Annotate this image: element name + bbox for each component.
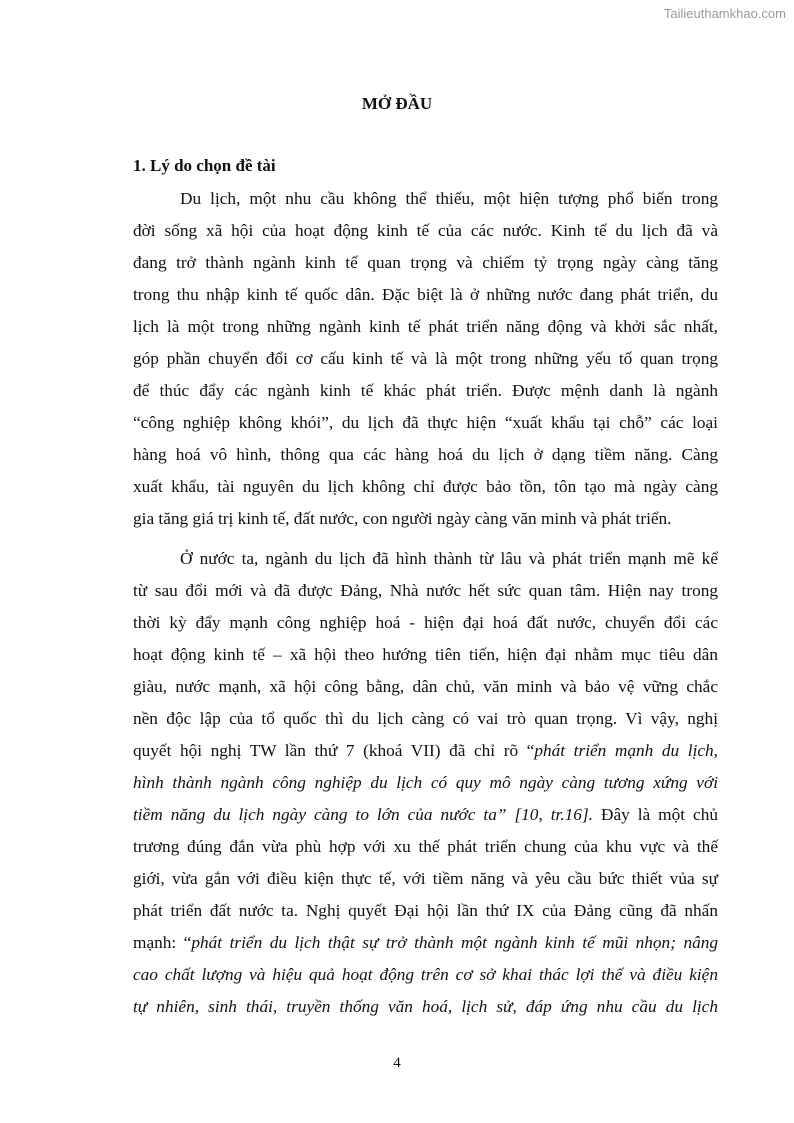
text-line: từ sau đổi mới và đã được Đảng, Nhà nước hết sức quan tâm. Hiện nay trong bbox=[133, 581, 718, 600]
quote-run: tiềm năng du lịch ngày càng to lớn của nước ta” [10, tr.16]. bbox=[133, 805, 593, 824]
quote-line: hình thành ngành công nghiệp du lịch có quy mô ngày càng tương xứng với bbox=[133, 773, 718, 792]
text-line: giới, vừa gắn với điều kiện thực tế, với tiềm năng và yêu cầu bức thiết vủa sự bbox=[133, 869, 718, 888]
page-title: MỞ ĐẦU bbox=[361, 94, 433, 113]
text-line: nền độc lập của tổ quốc thì du lịch càng có vai trò quan trọng. Vì vậy, nghị bbox=[133, 709, 718, 728]
quote-run: phát triển du lịch thật sự trở thành một ngành kinh tế mũi nhọn; nâng bbox=[191, 933, 719, 952]
text-line bbox=[133, 805, 718, 825]
text-line: xuất khẩu, tài nguyên du lịch không chỉ được bảo tồn, tôn tạo mà ngày càng bbox=[133, 477, 718, 496]
text-line: để thúc đẩy các ngành kinh tế khác phát triển. Được mệnh danh là ngành bbox=[133, 381, 718, 400]
text-line: đời sống xã hội của hoạt động kinh tế của các nước. Kinh tế du lịch đã và bbox=[133, 221, 718, 240]
quote-line: cao chất lượng và hiệu quả hoạt động trên cơ sở khai thác lợi thế và điều kiện bbox=[133, 965, 718, 984]
text-run: mạnh: “ bbox=[133, 933, 192, 952]
text-line: gia tăng giá trị kinh tế, đất nước, con người ngày càng văn minh và phát triển. bbox=[133, 509, 672, 528]
text-line: phát triển đất nước ta. Nghị quyết Đại hội lần thứ IX của Đảng cũng đã nhấn bbox=[133, 901, 718, 920]
text-line: đang trở thành ngành kinh tế quan trọng và chiếm tỷ trọng ngày càng tăng bbox=[133, 253, 718, 272]
text-run: Đây là một chủ bbox=[593, 805, 718, 824]
text-line: trương đúng đắn vừa phù hợp với xu thế phát triển chung của khu vực và thế bbox=[133, 837, 718, 856]
text-line: hàng hoá vô hình, thông qua các hàng hoá du lịch ở dạng tiềm năng. Càng bbox=[133, 445, 718, 464]
text-line: “công nghiệp không khói”, du lịch đã thực hiện “xuất khẩu tại chỗ” các loại bbox=[133, 413, 718, 432]
text-line: trong thu nhập kinh tế quốc dân. Đặc biệt là ở những nước đang phát triển, du bbox=[133, 285, 718, 304]
watermark: Tailieuthamkhao.com bbox=[663, 6, 786, 21]
text-line: thời kỳ đẩy mạnh công nghiệp hoá - hiện đại hoá đất nước, chuyển đổi các bbox=[133, 613, 718, 632]
text-line: hoạt động kinh tế – xã hội theo hướng tiên tiến, hiện đại nhằm mục tiêu dân bbox=[133, 645, 718, 664]
text-line: lịch là một trong những ngành kinh tế phát triển năng động và khởi sắc nhất, bbox=[133, 317, 718, 336]
text-line bbox=[133, 933, 718, 953]
page-number: 4 bbox=[393, 1055, 401, 1071]
text-run: quyết hội nghị TW lần thứ 7 (khoá VII) đã chỉ rõ “ bbox=[133, 741, 535, 760]
text-line: Ở nước ta, ngành du lịch đã hình thành từ lâu và phát triển mạnh mẽ kể bbox=[180, 549, 718, 568]
text-line: góp phần chuyển đổi cơ cấu kinh tế và là một trong những yếu tố quan trọng bbox=[133, 349, 718, 368]
text-line: Du lịch, một nhu cầu không thể thiếu, một hiện tượng phổ biến trong bbox=[180, 189, 718, 208]
text-line: giàu, nước mạnh, xã hội công bằng, dân chủ, văn minh và bảo vệ vững chắc bbox=[133, 677, 718, 696]
text-line bbox=[133, 741, 718, 761]
quote-line: tự nhiên, sinh thái, truyền thống văn hoá, lịch sử, đáp ứng nhu cầu du lịch bbox=[133, 997, 718, 1016]
section-heading: 1. Lý do chọn đề tài bbox=[133, 156, 276, 175]
quote-run: phát triển mạnh du lịch, bbox=[534, 741, 718, 760]
